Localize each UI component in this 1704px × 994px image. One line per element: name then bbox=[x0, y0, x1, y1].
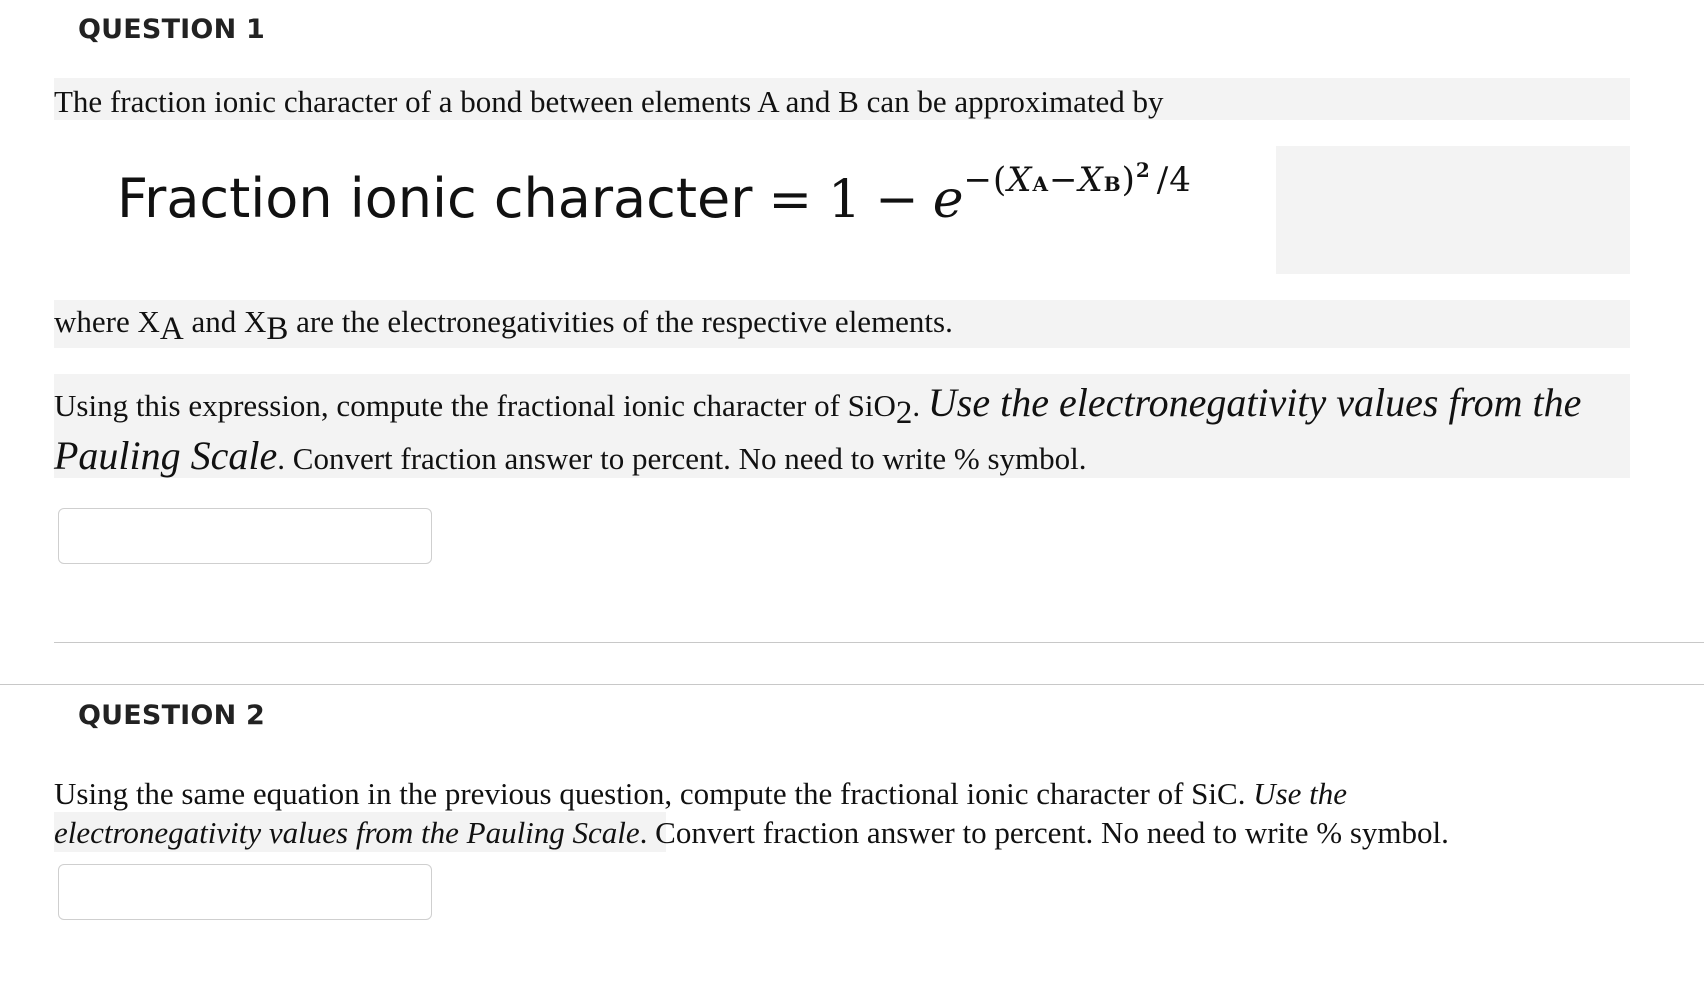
question-2-task-line-1: Using the same equation in the previous question, compute the fractional ionic character of SiC. Use the bbox=[54, 776, 1348, 811]
question-2-task-line-2: electronegativity values from the Pauling Scale. Convert fraction answer to percent. No need to write % symbol. bbox=[54, 815, 1449, 850]
question-1-heading: QUESTION 1 bbox=[78, 14, 265, 45]
formula-minus: − bbox=[875, 170, 919, 230]
question-1-intro: The fraction ionic character of a bond between elements A and B can be approximated by bbox=[54, 84, 1164, 119]
question-1-task-line-2: Pauling Scale. Convert fraction answer to percent. No need to write % symbol. bbox=[54, 433, 1087, 478]
question-separator bbox=[0, 684, 1704, 685]
question-1-answer-input[interactable] bbox=[58, 508, 432, 564]
question-2-answer-input[interactable] bbox=[58, 864, 432, 920]
question-1-where: where XA and XB are the electronegativities of the respective elements. bbox=[54, 304, 953, 347]
formula-base-e: e bbox=[932, 170, 964, 230]
formula-label: Fraction ionic character bbox=[117, 167, 753, 230]
formula-exponent: $-(XA-XB)^2$ /4 bbox=[963, 158, 1192, 200]
formula-equals: = bbox=[768, 170, 813, 230]
formula-one: 1 bbox=[828, 170, 862, 230]
question-1-task-line-1: Using this expression, compute the fractional ionic character of SiO2. Use the electronegativity values from the bbox=[54, 380, 1582, 431]
question-2-heading: QUESTION 2 bbox=[78, 700, 265, 731]
ionic-character-formula bbox=[117, 158, 1192, 230]
formula-side-highlight bbox=[1276, 146, 1630, 274]
question-1-bottom-divider bbox=[54, 642, 1704, 643]
